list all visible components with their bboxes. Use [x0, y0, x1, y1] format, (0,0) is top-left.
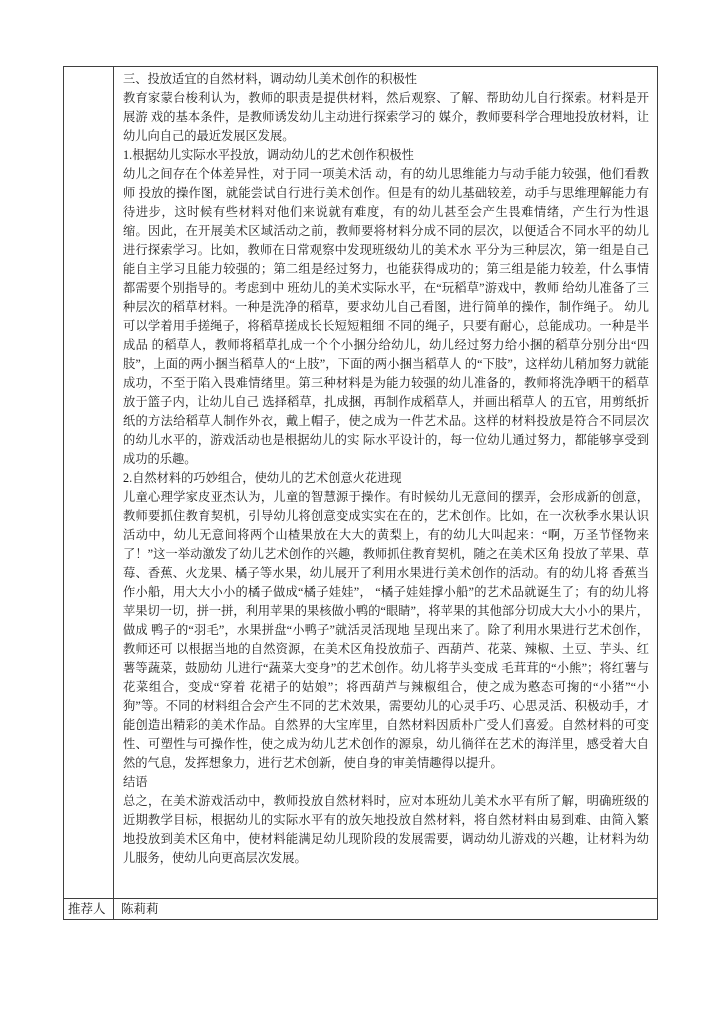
recommender-label: 推荐人 [64, 899, 114, 920]
subsection-heading-1: 1.根据幼儿实际水平投放，调动幼儿的艺术创作积极性 [123, 148, 414, 162]
recommender-value: 陈莉莉 [114, 899, 658, 920]
content-row [64, 67, 658, 899]
paragraph-subsection-1: 幼儿之间存在个体差异性，对于同一项美术活 动，有的幼儿思维能力与动手能力较强，他们看教师 投放的操作图，就能尝试自行进行美术创作。但是有的幼儿基础较差，动手与思维理解能力有待进步，这时候有些材料对他们来说就有难度，有的幼儿甚至会产生畏难情绪，产生行为性退缩。因此，在开展美术区域活动之前，教师要将材料分成不同的层次，以便适合不同水平的幼儿进行探索学习。比如，教师在日常观察中发现班级幼儿的美术水 平分为三种层次，第一组是自己能自主学习且能力较强的；第二组是经过努力，也能获得成功的；第三组是能力较差，什么事情都需要个别指导的。考虑到中 班幼儿的美术实际水平，在“玩稻草”游戏中，教师 给幼儿准备了三种层次的稻草材料。一种是洗净的稻草，要求幼儿自己看图，进行简单的操作，制作绳子。 幼儿可以学着用手搓绳子，将稻草搓成长长短短粗细 不同的绳子，只要有耐心，总能成功。一种是半成品 的稻草人，教师将稻草扎成一个个小捆分给幼儿，幼儿经过努力给小捆的稻草分别分出“四肢”，上面的两小捆当稻草人的“上肢”，下面的两小捆当稻草人 的“下肢”，这样幼儿稍加努力就能成功，不至于陷入畏难情绪里。第三种材料是为能力较强的幼儿准备的，教师将洗净晒干的稻草放于篮子内，让幼儿自己 选择稻草，扎成捆，再制作成稻草人，并画出稻草人 的五官，用剪纸折纸的方法给稻草人制作外衣，戴上帽子，使之成为一件艺术品。这样的材料投放是符合不同层次的幼儿水平的，游戏活动也是根据幼儿的实 际水平设计的，每一位幼儿通过努力，都能够享受到成功的乐趣。 [123, 167, 649, 466]
recommender-row [64, 899, 658, 920]
paragraph-conclusion: 总之，在美术游戏活动中，教师投放自然材料时，应对本班幼儿美术水平有所了解，明确班级的近期教学目标，根据幼儿的实际水平有的放矢地投放自然材料，将自然材料由易到难、由简入繁地投放到美术区角中，使材料能满足幼儿现阶段的发展需要，调动幼儿游戏的兴趣，让材料为幼儿服务，使幼儿向更高层次发展。 [123, 794, 649, 865]
content-row-label-cell-empty [64, 67, 114, 899]
conclusion-heading: 结语 [123, 775, 148, 789]
paragraph-intro: 教育家蒙台梭利认为，教师的职责是提供材料，然后观察、了解、帮助幼儿自行探索。材料是开展游 戏的基本条件，是教师诱发幼儿主动进行探索学习的 媒介，教师要科学合理地投放材料，让幼儿向自己的最近发展区发展。 [123, 91, 649, 143]
paragraph-subsection-2: 儿童心理学家皮亚杰认为，儿童的智慧源于操作。有时候幼儿无意间的摆弄，会形成新的创意，教师要抓住教育契机，引导幼儿将创意变成实实在在的，艺术创作。比如，在一次秋季水果认识活动中，幼儿无意间将两个山楂果放在大大的黄梨上，有的幼儿大叫起来：“啊，万圣节怪物来了！”这一举动激发了幼儿艺术创作的兴趣，教师抓住教育契机，随之在美术区角 投放了苹果、草莓、香蕉、火龙果、橘子等水果，幼儿展开了利用水果进行美术创作的活动。有的幼儿将 香蕉当作小船，用大大小小的橘子做成“橘子娃娃”， “橘子娃娃撑小船”的艺术品就诞生了；有的幼儿将 苹果切一切，拼一拼，利用苹果的果核做小鸭的“眼睛”，将苹果的其他部分切成大大小小的果片，做成 鸭子的“羽毛”，水果拼盘“小鸭子”就活灵活现地 呈现出来了。除了利用水果进行艺术创作，教师还可 以根据当地的自然资源，在美术区角投放茄子、西葫芦、花菜、辣椒、土豆、芋头、红薯等蔬菜，鼓励幼 儿进行“蔬菜大变身”的艺术创作。幼儿将芋头变成 毛茸茸的“小熊”；将红薯与花菜组合，变成“穿着 花裙子的姑娘”；将西葫芦与辣椒组合，使之成为憨态可掬的“小猪”“小狗”等。不同的材料组合会产生不同的艺术效果，需要幼儿的心灵手巧、心思灵活、积极动手，才能创造出精彩的美术作品。自然界的大宝库里，自然材料因质朴广受人们喜爱。自然材料的可变性、可塑性与可操作性，使之成为幼儿艺术创作的源泉，幼儿徜徉在艺术的海洋里，感受着大自然的气息，发挥想象力，进行艺术创新，使自身的审美情趣得以提升。 [123, 490, 649, 770]
content-cell [114, 67, 658, 899]
subsection-heading-2: 2.自然材料的巧妙组合，使幼儿的艺术创意火花进现 [123, 471, 402, 485]
section-heading-3: 三、投放适宜的自然材料，调动幼儿美术创作的积极性 [123, 72, 417, 86]
document-table [63, 66, 658, 920]
